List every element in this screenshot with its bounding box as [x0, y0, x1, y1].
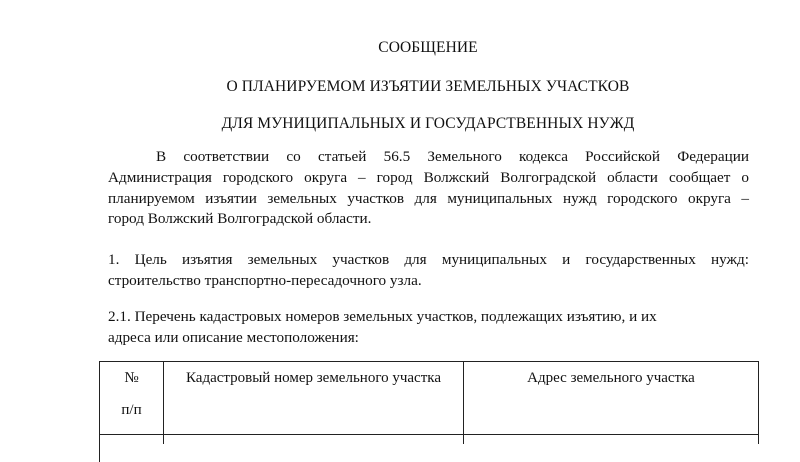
intro-line-2: Администрация городского округа – город Волжский Волгоградской области сообщает о	[108, 168, 749, 186]
intro-paragraph	[108, 147, 749, 230]
title-message: СООБЩЕНИЕ	[378, 39, 478, 56]
title-subject: О ПЛАНИРУЕМОМ ИЗЪЯТИИ ЗЕМЕЛЬНЫХ УЧАСТКОВ	[226, 78, 630, 95]
table-row-col2-border	[463, 434, 464, 444]
parcels-line-1: 2.1. Перечень кадастровых номеров земельных участков, подлежащих изъятию, и их	[108, 308, 657, 325]
header-number-pp: п/п	[121, 402, 142, 418]
purpose-line-2: строительство транспортно-пересадочного узла.	[108, 271, 422, 289]
purpose-line-1: 1. Цель изъятия земельных участков для муниципальных и государственных нужд:	[108, 251, 749, 268]
intro-line-4: город Волжский Волгоградской области.	[108, 210, 372, 228]
parcels-line-2: адреса или описание местоположения:	[108, 328, 359, 346]
header-cell-number	[100, 362, 164, 435]
parcels-list-paragraph	[108, 307, 749, 349]
title-purpose: ДЛЯ МУНИЦИПАЛЬНЫХ И ГОСУДАРСТВЕННЫХ НУЖД	[221, 115, 635, 132]
table-row-divider	[99, 434, 759, 435]
purpose-paragraph	[108, 250, 749, 292]
table-row-col1-border	[163, 434, 164, 444]
header-number-sign: №	[124, 370, 139, 386]
header-cell-cadastral	[164, 362, 464, 435]
header-address-label: Адрес земельного участка	[527, 370, 695, 386]
table-row-left-border	[99, 434, 100, 444]
header-cadastral-label: Кадастровый номер земельного участка	[186, 370, 441, 386]
header-cell-address	[464, 362, 759, 435]
intro-line-3: планируемом изъятии земельных участков для муниципальных нужд городского округа –	[108, 189, 749, 207]
intro-line-1: В соответствии со статьей 56.5 Земельного кодекса Российской Федерации	[156, 148, 749, 165]
parcels-table	[99, 361, 759, 462]
table-row-right-border	[758, 434, 759, 444]
